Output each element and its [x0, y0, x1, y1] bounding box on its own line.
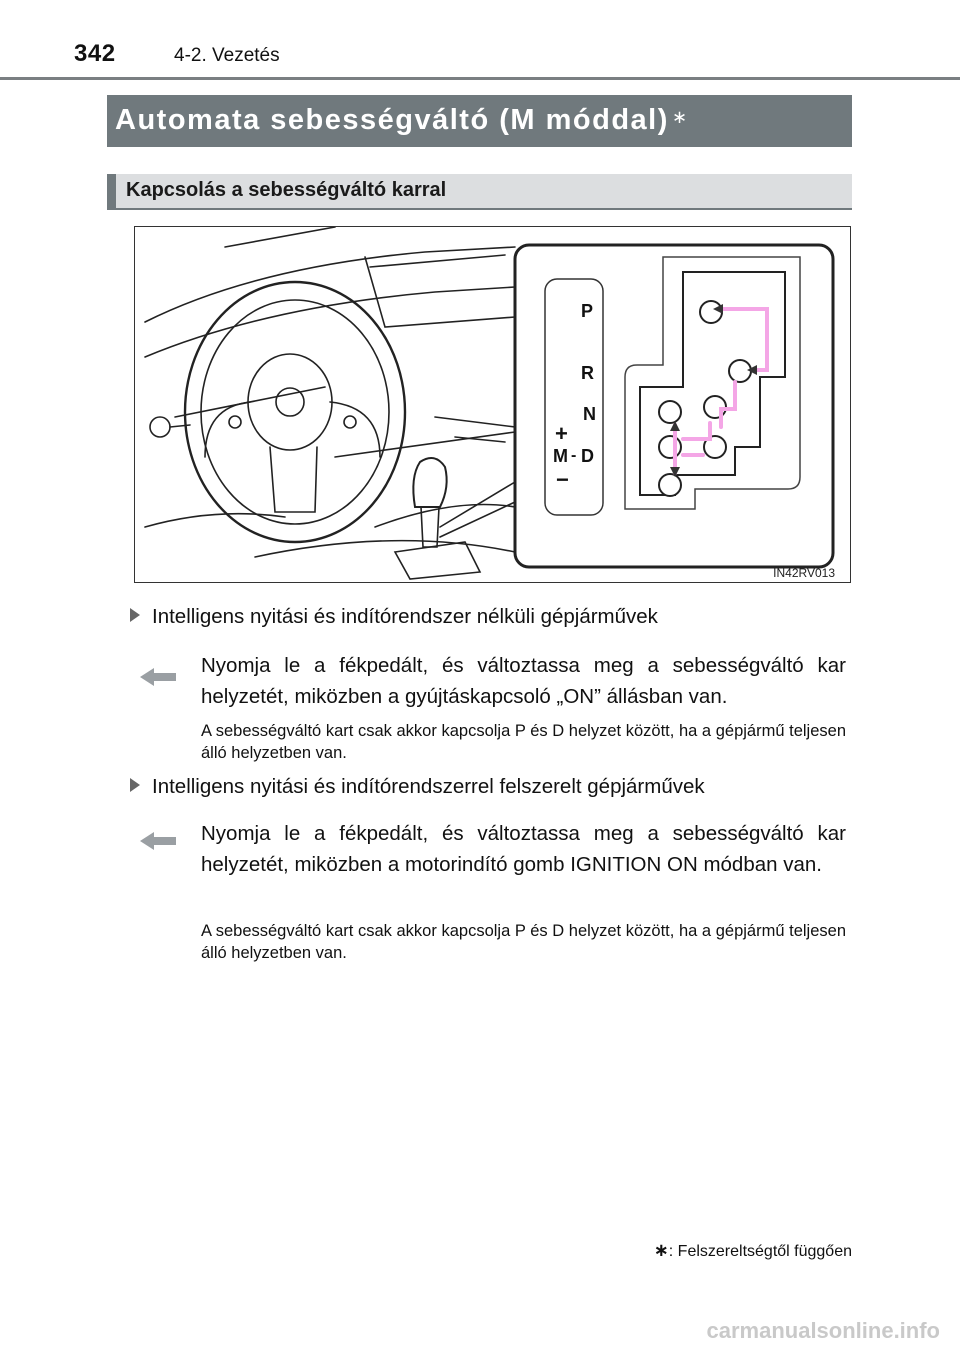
footnote-star-icon: ∗	[653, 1240, 669, 1260]
section-1-note: A sebességváltó kart csak akkor kapcsolja P és D helyzet között, ha a gépjármű teljesen álló helyzetben van.	[201, 722, 846, 762]
gate-label-n: N	[583, 404, 596, 424]
arrow-left-icon	[140, 668, 176, 686]
gate-label-dash: -	[571, 447, 577, 464]
section-2-heading	[130, 775, 705, 799]
subtitle: Kapcsolás a sebességváltó karral	[126, 179, 447, 201]
minus-label: −	[556, 467, 569, 492]
bullet-triangle-icon	[130, 608, 140, 622]
gate-label-r: R	[581, 363, 594, 383]
section-2-heading-text: Intelligens nyitási és indítórendszerrel felszerelt gépjárművek	[152, 775, 705, 798]
header-rule	[0, 77, 960, 80]
watermark: carmanualsonline.info	[706, 1318, 940, 1343]
section-2-note: A sebességváltó kart csak akkor kapcsolja P és D helyzet között, ha a gépjármű teljesen álló helyzetben van.	[201, 922, 846, 962]
footnote	[654, 1240, 852, 1261]
plus-label: +	[555, 421, 568, 446]
gate-label-m: M	[553, 446, 568, 466]
bullet-triangle-icon	[130, 778, 140, 792]
page-number: 342	[74, 40, 116, 67]
section-1-heading	[130, 605, 658, 629]
footnote-text: : Felszereltségtől függően	[668, 1243, 852, 1260]
subtitle-bar	[107, 174, 852, 210]
section-1-heading-text: Intelligens nyitási és indítórendszer nélküli gépjárművek	[152, 605, 658, 628]
page-title: Automata sebességváltó (M móddal)	[115, 104, 669, 136]
section-1-text: Nyomja le a fékpedált, és változtassa meg a sebességváltó kar helyzetét, miközben a gyújtáskapcsoló „ON” állásban van.	[201, 654, 846, 708]
title-star-icon: ∗	[671, 106, 687, 127]
cockpit-drawing	[135, 227, 850, 582]
title-bar	[107, 95, 852, 147]
gate-label-p: P	[581, 301, 594, 321]
shift-lever-illustration	[134, 226, 851, 583]
gate-label-d: D	[581, 446, 594, 466]
arrow-left-icon	[140, 832, 176, 850]
illustration-code: IN42RV013	[773, 566, 835, 580]
section-label: 4-2. Vezetés	[174, 45, 280, 66]
section-2-text: Nyomja le a fékpedált, és változtassa meg a sebességváltó kar helyzetét, miközben a motorindító gomb IGNITION ON módban van.	[201, 822, 846, 876]
